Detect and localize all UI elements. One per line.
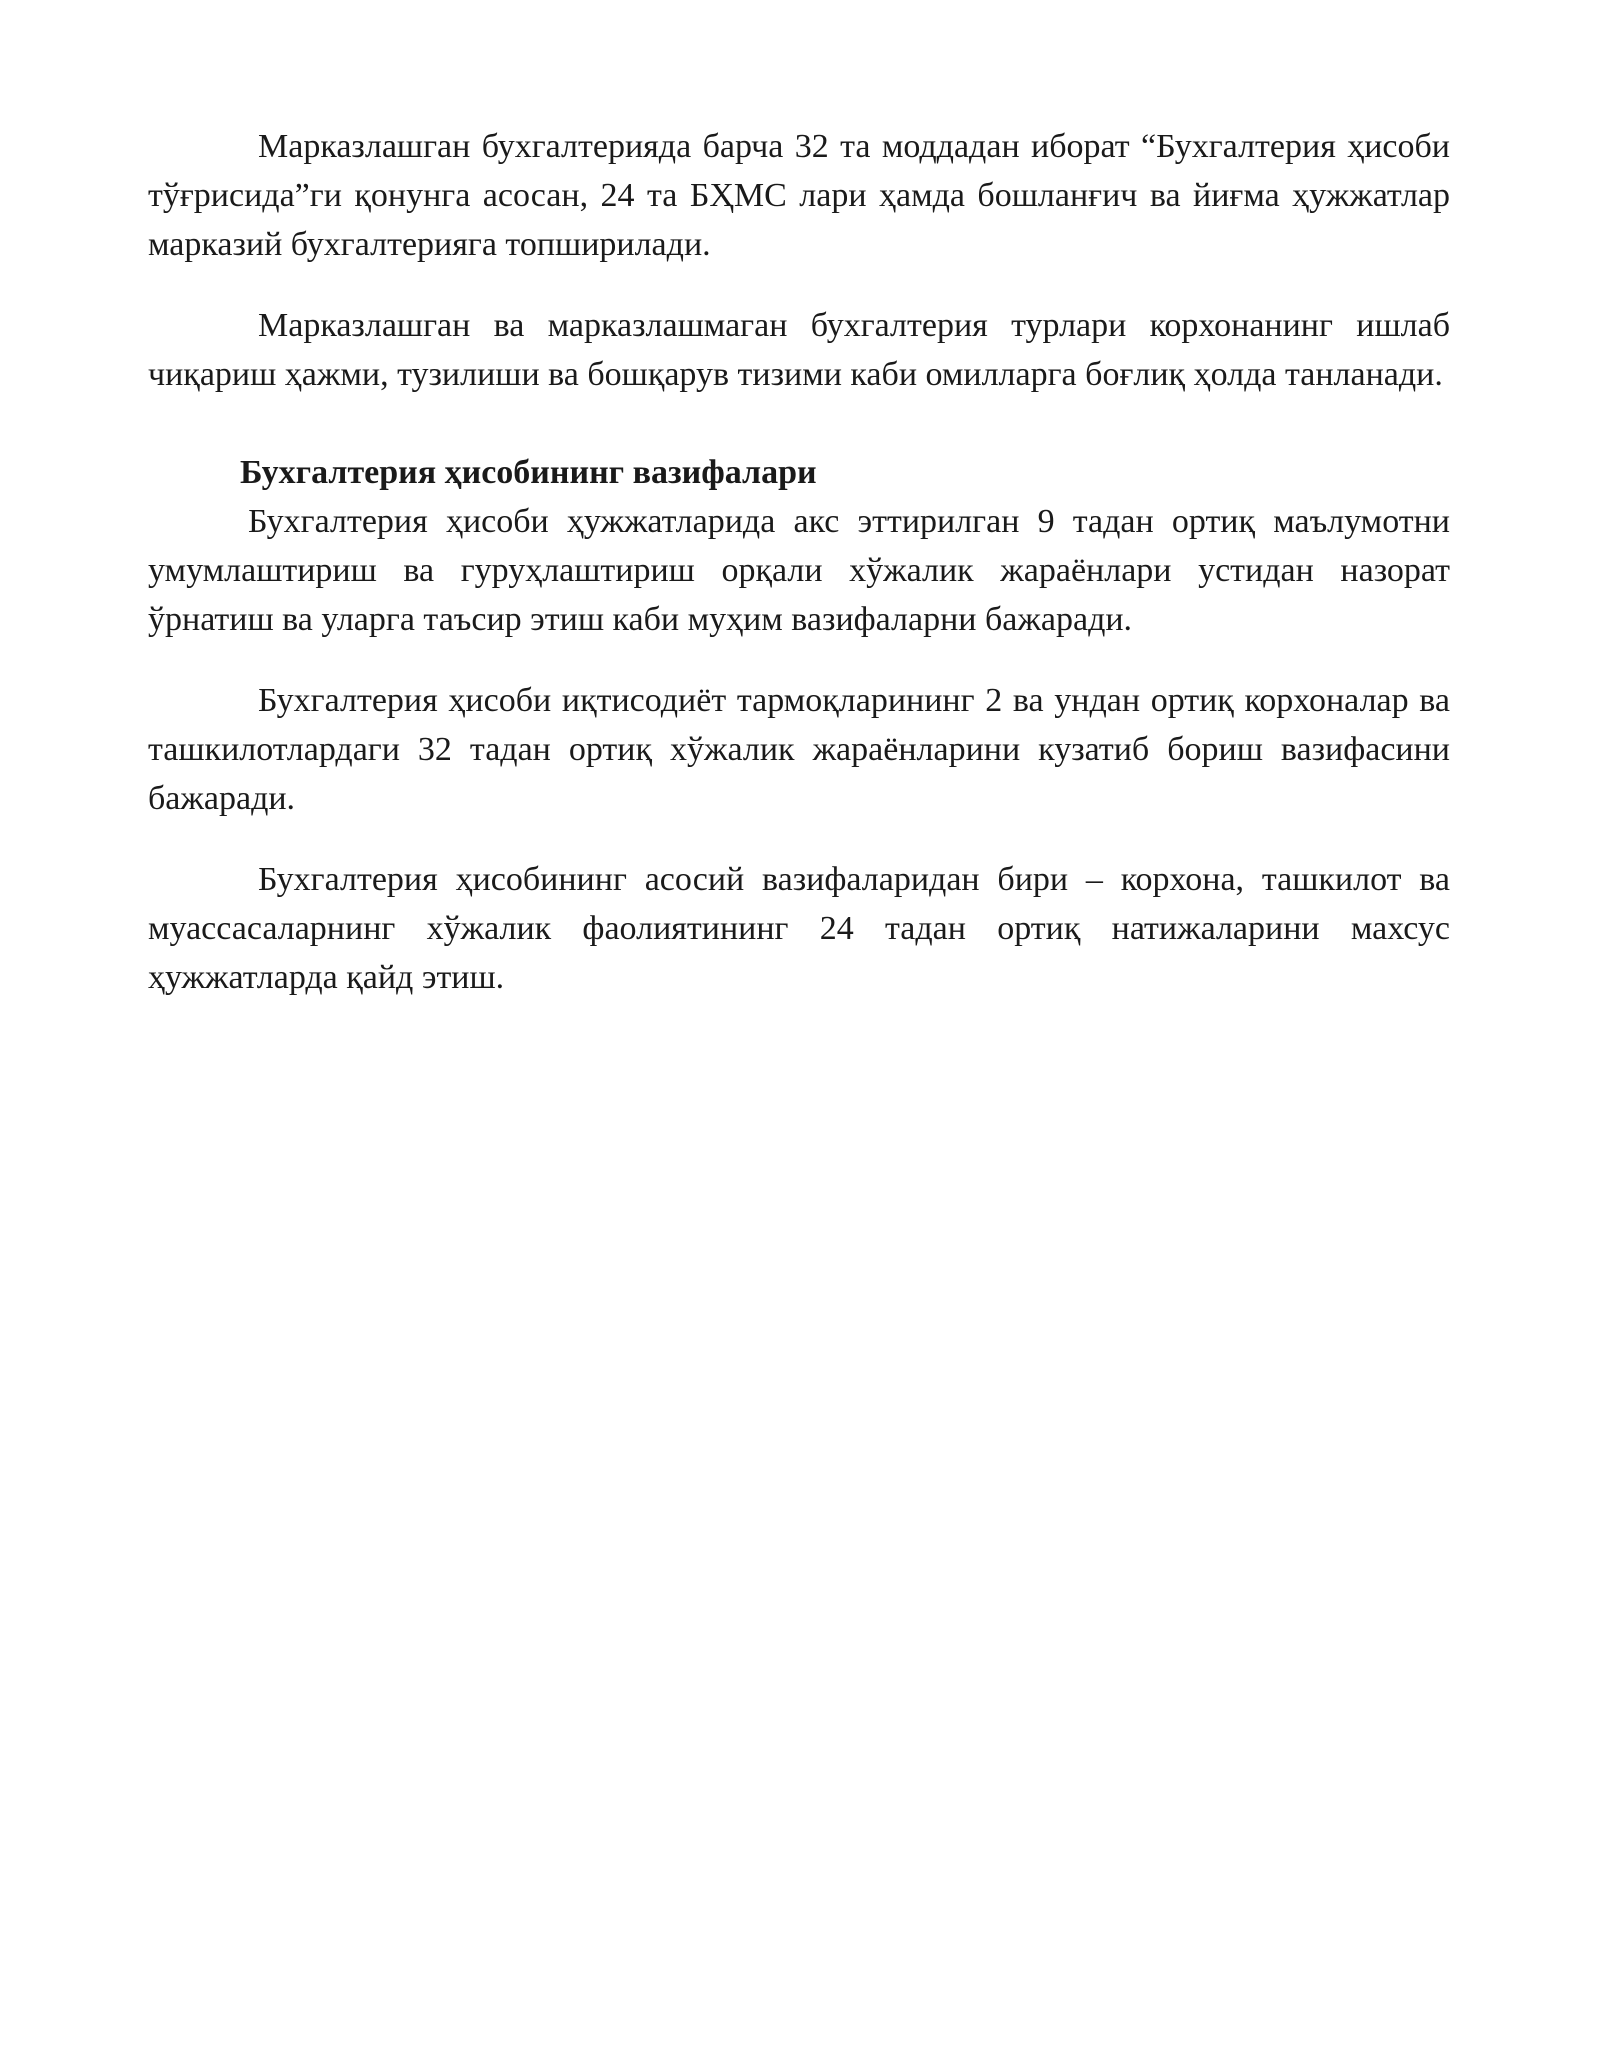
paragraph-centralized-accounting: Марказлашган бухгалтерияда барча 32 та моддадан иборат “Бухгалтерия ҳисоби тўғрисида”ги қонунга асосан, 24 та БҲМС лари ҳамда бошланғич ва йиғма ҳужжатлар марказий бухгалтерияга топширилади. <box>148 128 1450 263</box>
document-body <box>148 122 1450 1002</box>
paragraph-economic-sectors: Бухгалтерия ҳисоби иқтисодиёт тармоқларининг 2 ва ундан ортиқ корхоналар ва ташкилотлардаги 32 тадан ортиқ хўжалик жараёнларини кузатиб бориш вазифасини бажаради. <box>148 682 1450 817</box>
section-heading: Бухгалтерия ҳисобининг вазифалари <box>240 454 817 491</box>
paragraph-main-function: Бухгалтерия ҳисобининг асосий вазифаларидан бири – корхона, ташкилот ва муассасаларнинг хўжалик фаолиятининг 24 тадан ортиқ натижаларини махсус ҳужжатларда қайд этиш. <box>148 861 1450 996</box>
paragraph-accounting-types: Марказлашган ва марказлашмаган бухгалтерия турлари корхонанинг ишлаб чиқариш ҳажми, тузилиши ва бошқарув тизими каби омилларга боғлиқ ҳолда танланади. <box>148 307 1450 393</box>
paragraph-accounting-functions: Бухгалтерия ҳисоби ҳужжатларида акс эттирилган 9 тадан ортиқ маълумотни умумлаштириш ва гуруҳлаштириш орқали хўжалик жараёнлари устидан назорат ўрнатиш ва уларга таъсир этиш каби муҳим вазифаларни бажаради. <box>148 503 1450 638</box>
